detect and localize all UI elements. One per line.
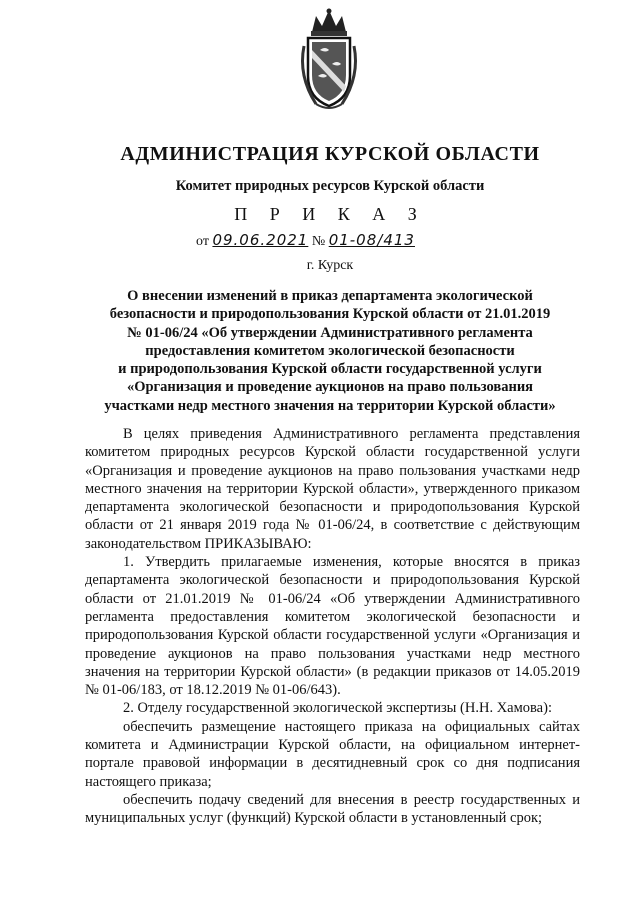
subject-line: О внесении изменений в приказ департамента экологической bbox=[127, 288, 533, 304]
paragraph: 2. Отделу государственной экологической экспертизы (Н.Н. Хамова): bbox=[123, 700, 552, 717]
paragraph: обеспечить размещение настоящего приказа на официальных сайтах комитета и Администрации Курской области, на официальном интернет-портале правовой информации в десятидневный срок со дня подписания настоящего приказа; bbox=[85, 718, 580, 790]
document-type: П Р И К А З bbox=[234, 204, 426, 224]
paragraph: обеспечить подачу сведений для внесения в реестр государственных и муниципальных услуг (функций) Курской области в установленный срок; bbox=[85, 791, 580, 827]
subject-line: и природопользования Курской области государственной услуги bbox=[118, 361, 542, 378]
date-prefix: от bbox=[196, 234, 209, 249]
date-number-line bbox=[196, 231, 526, 250]
coat-of-arms-emblem bbox=[294, 6, 364, 114]
paragraph: 1. Утвердить прилагаемые изменения, которые вносятся в приказ департамента экологической безопасности и природопользования Курской области от 21.01.2019 № 01-06/24 «Об утверждении Административного регламента предоставления комитетом экологической безопасности и природопользования Курской области государственной услуги «Организация и проведение аукционов на право пользования участками недр местного значения на территории Курской области» (в редакции приказов от 14.05.2019 № 01-06/183, от 18.12.2019 № 01-06/643). bbox=[85, 554, 580, 699]
organization-title: АДМИНИСТРАЦИЯ КУРСКОЙ ОБЛАСТИ bbox=[120, 143, 540, 165]
subject-line: безопасности и природопользования Курской области от 21.01.2019 bbox=[109, 306, 551, 323]
city: г. Курск bbox=[306, 258, 354, 273]
date-value: 09.06.2021 bbox=[212, 231, 309, 249]
number-value: 01-08/413 bbox=[328, 231, 415, 249]
order-subject bbox=[82, 287, 578, 415]
paragraph: В целях приведения Административного регламента представления комитетом природных ресурсов Курской области государственной услуги «Организация и проведение аукционов на право пользования участками недр местного значения на территории Курской области», утвержденного приказом департамента экологической безопасности и природопользования Курской области от 21 января 2019 года № 01-06/24, в соответствие с действующим законодательством ПРИКАЗЫВАЮ: bbox=[85, 426, 580, 552]
subject-line: участками недр местного значения на территории Курской области» bbox=[104, 397, 556, 414]
subject-line: «Организация и проведение аукционов на право пользования bbox=[126, 379, 534, 396]
committee-name: Комитет природных ресурсов Курской области bbox=[175, 178, 485, 194]
number-prefix: № bbox=[311, 234, 326, 249]
subject-line: предоставления комитетом экологической безопасности bbox=[145, 342, 515, 359]
subject-line: № 01-06/24 «Об утверждении Административного регламента bbox=[127, 324, 533, 341]
document-body bbox=[85, 425, 580, 828]
